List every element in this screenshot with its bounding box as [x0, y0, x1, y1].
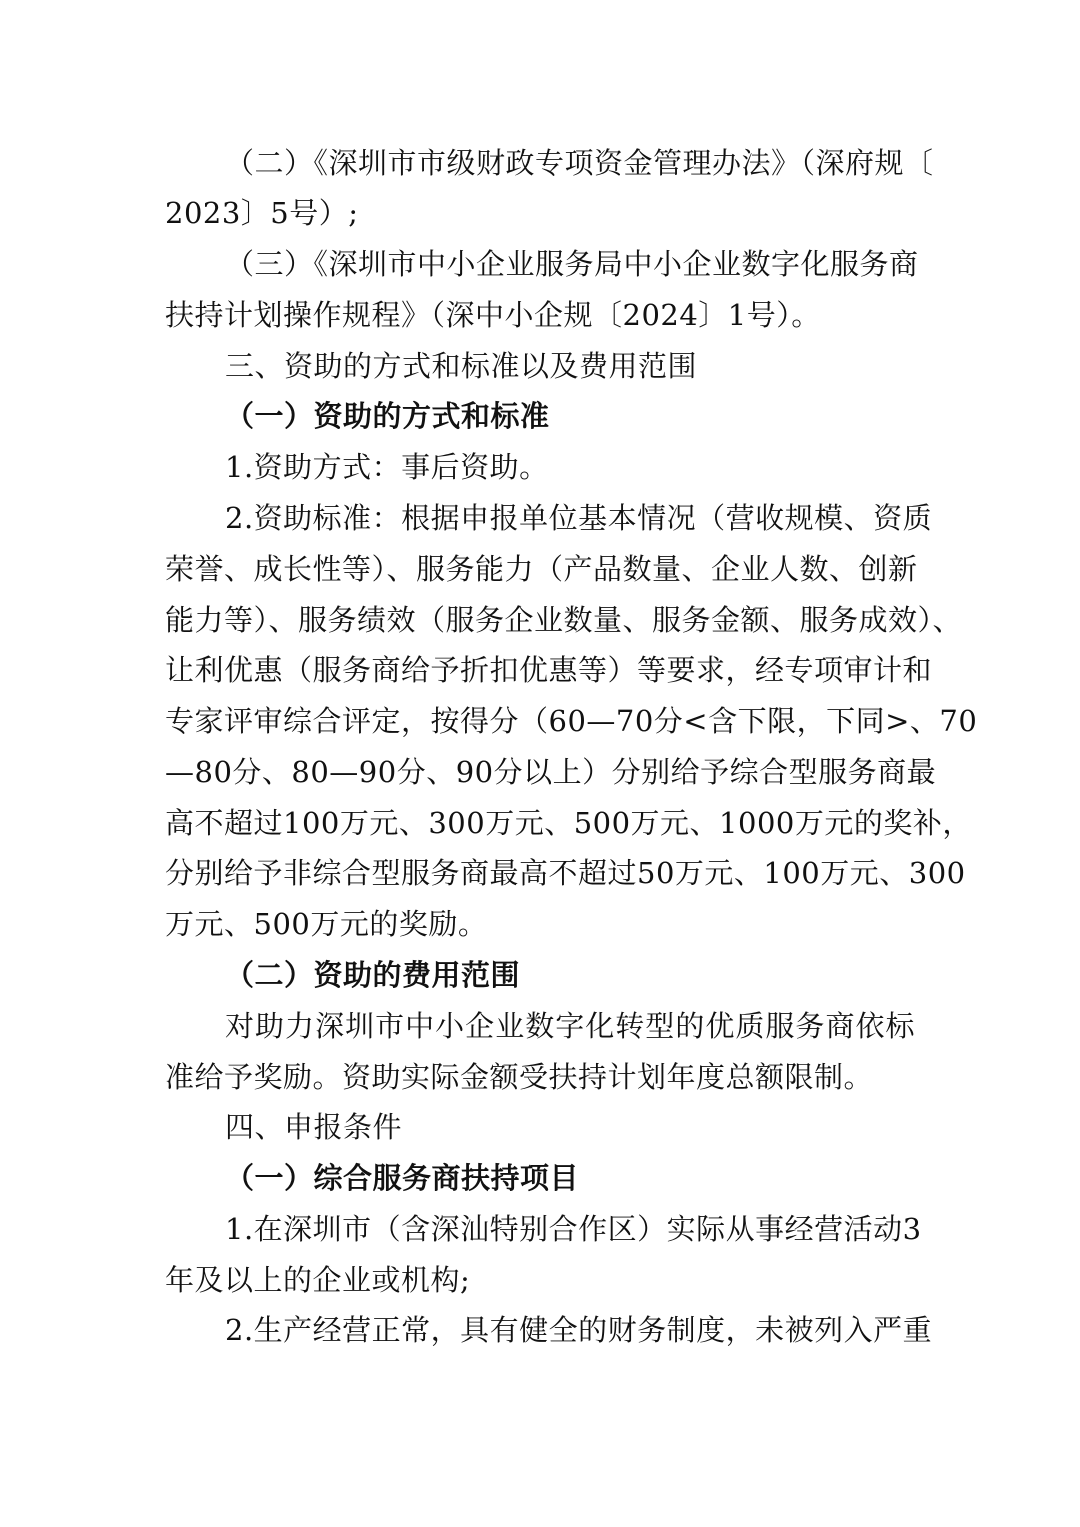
- text-line-12: 专家评审综合评定，按得分（60—70分<含下限，下同>、70: [165, 704, 978, 738]
- subsection-heading-3-1: （一）资助的方式和标准: [225, 399, 550, 433]
- text-line-15: 分别给予非综合型服务商最高不超过50万元、100万元、300: [165, 856, 966, 890]
- text-line-23: 年及以上的企业或机构;: [165, 1263, 471, 1297]
- text-line-13: —80分、80—90分、90分以上）分别给予综合型服务商最: [165, 755, 937, 789]
- text-line-10: 能力等）、服务绩效（服务企业数量、服务金额、服务成效）、: [165, 603, 963, 637]
- text-line-22: 1.在深圳市（含深汕特别合作区）实际从事经营活动3: [225, 1212, 922, 1246]
- subsection-heading-3-2: （二）资助的费用范围: [225, 958, 521, 992]
- section-heading-4: 四、申报条件: [225, 1110, 403, 1144]
- text-line-18: 对助力深圳市中小企业数字化转型的优质服务商依标: [225, 1009, 915, 1043]
- text-line-1: （二）《深圳市市级财政专项资金管理办法》（深府规〔: [225, 146, 934, 180]
- text-line-19: 准给予奖励。资助实际金额受扶持计划年度总额限制。: [165, 1060, 874, 1094]
- text-line-16: 万元、500万元的奖励。: [165, 907, 488, 941]
- text-line-2: 2023〕5号）;: [165, 196, 359, 230]
- text-line-8: 2.资助标准：根据申报单位基本情况（营收规模、资质: [225, 501, 933, 535]
- text-line-9: 荣誉、成长性等）、服务能力（产品数量、企业人数、创新: [165, 552, 918, 586]
- text-line-24: 2.生产经营正常，具有健全的财务制度，未被列入严重: [225, 1313, 933, 1347]
- subsection-heading-4-1: （一）综合服务商扶持项目: [225, 1161, 580, 1195]
- text-line-4: 扶持计划操作规程》（深中小企规〔2024〕1号）。: [165, 298, 821, 332]
- text-line-14: 高不超过100万元、300万元、500万元、1000万元的奖补，: [165, 806, 972, 840]
- text-line-11: 让利优惠（服务商给予折扣优惠等）等要求，经专项审计和: [165, 653, 933, 687]
- section-heading-3: 三、资助的方式和标准以及费用范围: [225, 349, 698, 383]
- text-line-3: （三）《深圳市中小企业服务局中小企业数字化服务商: [225, 247, 919, 281]
- text-line-7: 1.资助方式：事后资助。: [225, 450, 549, 484]
